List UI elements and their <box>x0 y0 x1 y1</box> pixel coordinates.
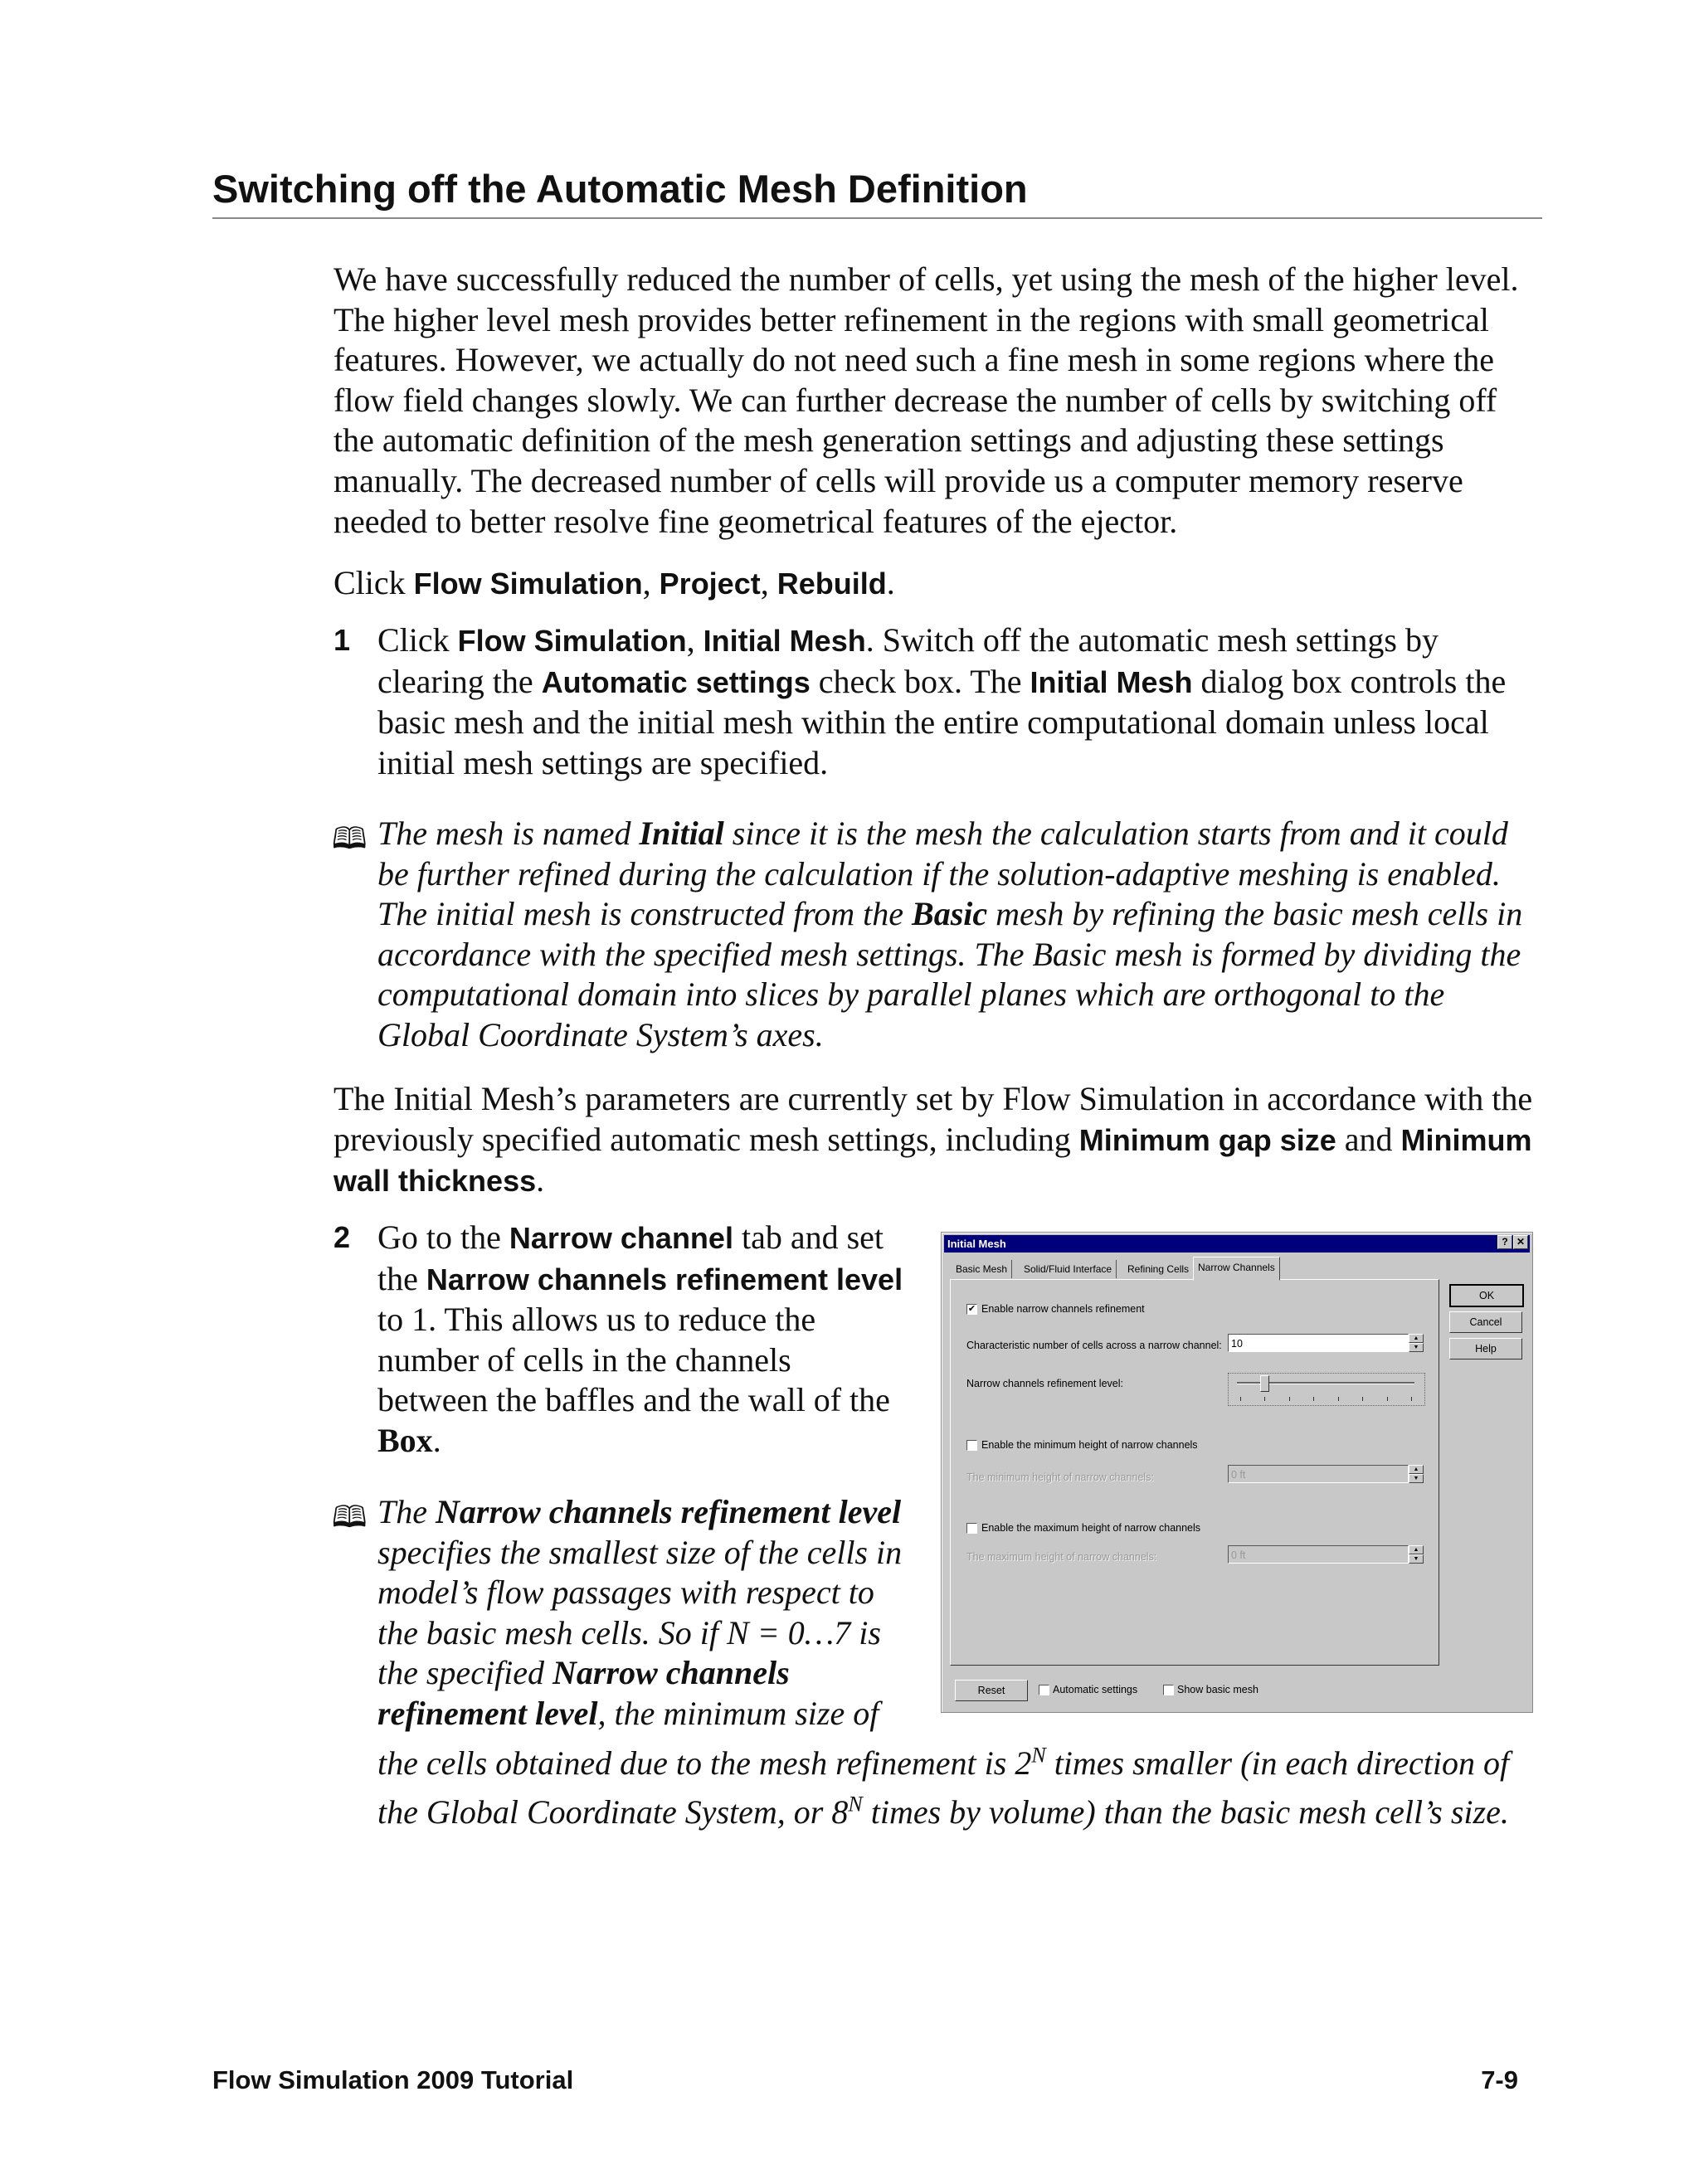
page-number: 7-9 <box>1481 2065 1518 2094</box>
note-line <box>377 1792 1509 1833</box>
char-cells-input[interactable]: 10 <box>1228 1334 1409 1352</box>
text: dialog box controls the basic mesh and the initial mesh within the entire computational domain unless local initial mesh settings are specified. <box>377 662 1507 781</box>
click-instruction <box>333 563 1545 605</box>
dialog-title: Initial Mesh <box>947 1238 1006 1250</box>
note-initial-mesh <box>377 814 1539 1056</box>
text: The <box>377 1493 436 1530</box>
text: Click <box>377 621 458 659</box>
text: check box. The <box>810 662 1030 700</box>
menu-ref: Rebuild <box>776 567 887 601</box>
menu-ref: Project <box>659 567 761 601</box>
slider-tick <box>1411 1397 1412 1401</box>
book-icon: 🕮 <box>332 1501 368 1534</box>
slider-tick <box>1264 1397 1265 1401</box>
automatic-settings-label: Automatic settings <box>1053 1684 1138 1695</box>
help-button[interactable]: Help <box>1449 1338 1522 1360</box>
step-number: 1 <box>333 623 351 657</box>
ref: Narrow channel <box>509 1221 733 1255</box>
note-line <box>377 1744 1509 1784</box>
max-height-input[interactable]: 0 ft <box>1228 1545 1409 1564</box>
text: Go to the <box>377 1218 509 1256</box>
text: . <box>886 564 895 601</box>
enable-refinement-label: Enable narrow channels refinement <box>981 1303 1145 1315</box>
min-height-input[interactable]: 0 ft <box>1228 1465 1409 1483</box>
term: Basic <box>912 895 988 933</box>
spin-down-icon[interactable]: ▼ <box>1409 1474 1424 1483</box>
close-icon[interactable]: ✕ <box>1513 1235 1528 1249</box>
text: , <box>686 621 703 659</box>
enable-min-height-checkbox[interactable] <box>966 1440 977 1451</box>
text: the Global Coordinate System, or 8 <box>377 1793 849 1831</box>
text: . Switch off the automatic mesh settings by clearing the <box>377 621 1439 700</box>
spin-up-icon[interactable]: ▲ <box>1409 1465 1424 1474</box>
show-basic-mesh-checkbox[interactable] <box>1163 1685 1174 1695</box>
char-cells-spinner[interactable] <box>1409 1334 1424 1352</box>
tab-narrow-channels[interactable]: Narrow Channels <box>1193 1257 1280 1281</box>
book-icon: 🕮 <box>332 822 368 855</box>
refinement-level-label: Narrow channels refinement level: <box>966 1378 1123 1389</box>
superscript: N <box>848 1792 863 1817</box>
reset-button[interactable]: Reset <box>955 1680 1028 1701</box>
ref: Flow Simulation <box>457 624 687 658</box>
text: , the minimum size of <box>597 1694 879 1732</box>
ok-button[interactable]: OK <box>1449 1284 1524 1307</box>
char-cells-label: Characteristic number of cells across a narrow channel: <box>966 1340 1222 1351</box>
term: Initial <box>639 815 724 852</box>
heading-rule <box>212 217 1542 219</box>
ref: Minimum gap size <box>1078 1122 1336 1157</box>
min-height-spinner[interactable] <box>1409 1465 1424 1483</box>
enable-max-height-checkbox[interactable] <box>966 1523 977 1534</box>
superscript: N <box>1031 1743 1046 1768</box>
slider-tick <box>1338 1397 1339 1401</box>
intro-paragraph: We have successfully reduced the number of cells, yet using the mesh of the higher level. The higher level mesh provides better refinement in the regions with small geometrical features. However, we actually do not need such a fine mesh in some regions where the flow field changes slowly. We can further decrease the number of cells by switching off the automatic definition of the mesh generation settings and adjusting these settings manually. The decreased number of cells will provide us a computer memory reserve needed to better resolve fine geometrical features of the ejector. <box>333 260 1519 540</box>
step-number: 2 <box>333 1220 351 1254</box>
ref: Narrow channels refinement level <box>426 1262 903 1296</box>
text: . <box>432 1421 441 1459</box>
enable-min-height-label: Enable the minimum height of narrow channels <box>981 1439 1198 1451</box>
text: The mesh is named <box>377 815 640 852</box>
spin-down-icon[interactable]: ▼ <box>1409 1343 1424 1352</box>
refinement-level-slider[interactable] <box>1228 1373 1425 1406</box>
term: Narrow channels refinement level <box>436 1493 902 1530</box>
enable-max-height-label: Enable the maximum height of narrow channels <box>981 1522 1201 1534</box>
tab-panel <box>950 1279 1439 1666</box>
slider-thumb[interactable] <box>1260 1375 1269 1392</box>
ref: Initial Mesh <box>703 624 866 658</box>
enable-refinement-checkbox[interactable]: ✔ <box>967 1304 976 1314</box>
max-height-spinner[interactable] <box>1409 1545 1424 1564</box>
tab-solid-fluid-interface[interactable]: Solid/Fluid Interface <box>1020 1260 1117 1278</box>
ref: Initial Mesh <box>1030 664 1193 699</box>
automatic-settings-checkbox[interactable] <box>1039 1685 1049 1695</box>
spin-up-icon[interactable]: ▲ <box>1409 1334 1424 1343</box>
ref: Minimum wall thickness <box>333 1122 1532 1199</box>
max-height-label: The maximum height of narrow channels: <box>966 1551 1157 1563</box>
text: since it is the mesh the calculation starts from and it could be further refined during the calculation if the solution-adaptive meshing is enabled. The initial mesh is constructed from the <box>377 815 1508 933</box>
text: tab and set the <box>377 1218 884 1297</box>
text: and <box>1336 1120 1401 1158</box>
spin-up-icon[interactable]: ▲ <box>1409 1545 1424 1554</box>
text: specifies the smallest size of the cells in model’s flow passages with respect to the basic mesh cells. So if N = 0…7 is the specified <box>377 1533 903 1692</box>
text: times smaller (in each direction of <box>1045 1744 1510 1782</box>
help-icon[interactable]: ? <box>1497 1235 1512 1249</box>
term: Narrow channels refinement level <box>377 1654 790 1732</box>
dialog-title-bar <box>944 1235 1530 1253</box>
slider-tick <box>1313 1397 1314 1401</box>
slider-tick <box>1289 1397 1290 1401</box>
slider-tick <box>1387 1397 1388 1401</box>
step-1 <box>377 620 1539 783</box>
menu-ref: Flow Simulation <box>413 567 643 601</box>
cancel-button[interactable]: Cancel <box>1449 1311 1522 1333</box>
text: the cells obtained due to the mesh refinement is 2 <box>377 1744 1032 1782</box>
text: times by volume) than the basic mesh cell’s size. <box>862 1793 1509 1831</box>
text: , <box>642 564 660 601</box>
min-height-label: The minimum height of narrow channels: <box>966 1471 1154 1483</box>
text: . <box>536 1161 545 1199</box>
initial-mesh-dialog <box>941 1232 1533 1713</box>
tab-basic-mesh[interactable]: Basic Mesh <box>952 1260 1012 1278</box>
slider-tick <box>1240 1397 1241 1401</box>
spin-down-icon[interactable]: ▼ <box>1409 1554 1424 1564</box>
note-refinement-level <box>377 1492 908 1734</box>
ref: Automatic settings <box>541 664 811 699</box>
show-basic-mesh-label: Show basic mesh <box>1177 1684 1258 1695</box>
text: mesh by refining the basic mesh cells in accordance with the specified mesh settings. The Basic mesh is formed by dividing the computational domain into slices by parallel planes which are orthogonal to the Global Coordinate System’s axes. <box>377 895 1523 1053</box>
slider-tick <box>1362 1397 1363 1401</box>
step-2 <box>377 1218 908 1462</box>
ref: Box <box>377 1421 433 1459</box>
footer-title: Flow Simulation 2009 Tutorial <box>212 2065 574 2094</box>
section-heading: Switching off the Automatic Mesh Definition <box>212 167 1028 211</box>
text: The Initial Mesh’s parameters are currently set by Flow Simulation in accordance with the previously specified automatic mesh settings, including <box>333 1080 1533 1158</box>
text: to 1. This allows us to reduce the number of cells in the channels between the baffles and the wall of the <box>377 1301 890 1419</box>
paragraph-initial-params <box>333 1079 1545 1202</box>
tab-refining-cells[interactable]: Refining Cells <box>1123 1260 1194 1278</box>
text: Click <box>333 564 414 601</box>
text: , <box>760 564 777 601</box>
